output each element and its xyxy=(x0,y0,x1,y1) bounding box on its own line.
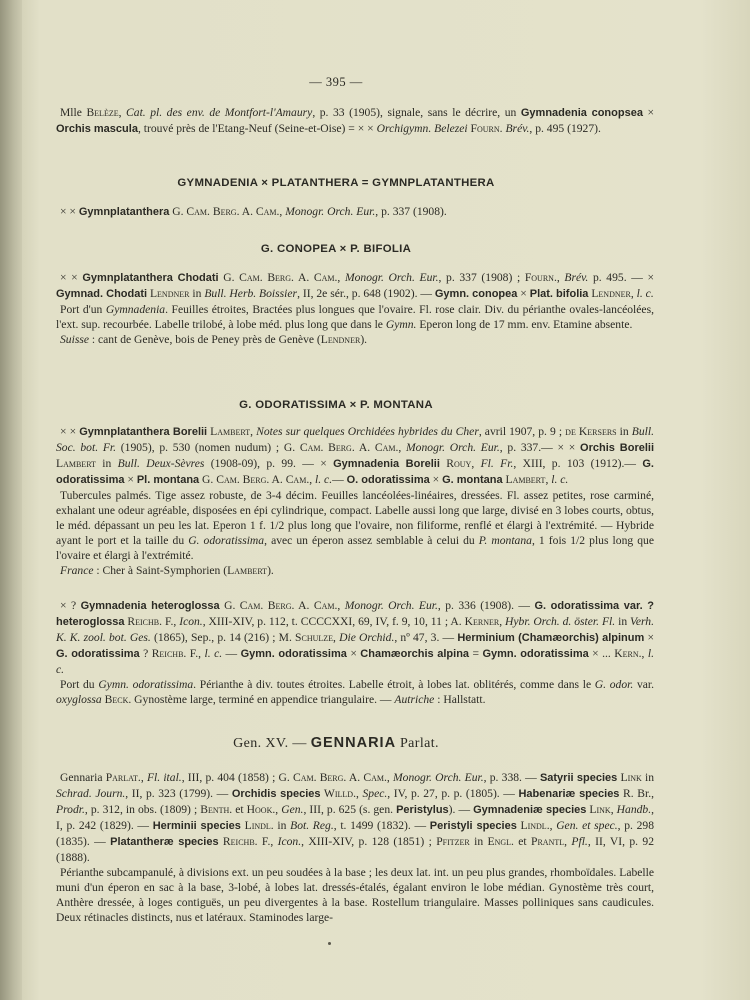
country: Autriche xyxy=(394,693,435,706)
reference: l. c. xyxy=(204,647,223,660)
text: ). — xyxy=(448,803,474,816)
author: Kerner xyxy=(464,615,500,628)
text: × ... xyxy=(588,647,615,660)
author: Kern. xyxy=(614,647,642,660)
text: , p. 298 (1835). — xyxy=(56,819,655,848)
odoratissima-montana-locality xyxy=(56,563,654,578)
author: Engl. xyxy=(487,835,514,848)
text: × × xyxy=(60,425,80,438)
author: Lindl. xyxy=(516,819,550,832)
taxon: Gymn. odoratissima xyxy=(240,648,347,660)
text: , avec un éperon assez semblable à celui du xyxy=(264,534,479,547)
taxon-italic: Gymnadenia xyxy=(105,303,166,316)
text: , XIII-XIV, p. 112, t. CCCCXXI, 69, IV, f. 9, 10, 11 ; A. xyxy=(202,615,465,628)
text: , t. 1499 (1832). — xyxy=(333,819,430,832)
text: , p. 336 (1908). — xyxy=(437,599,535,612)
gennaria-description: Périanthe subcampanulé, à divisions ext. un peu soudées à la base ; les deux lat. int. un peu plus grandes, rhomboïdales. Labelle muni d'un éperon en sac à la base, 3-lobé, à lobes lat. dressés-étalés, égalant environ le lobe médian. Gynostème très court, Anthère dressée, à loges contiguës, un peu divergentes à la base. Rostellum triangulaire. Masses polliniques sans caudicules. Deux rétinacles distincts, nus et latéraux. Staminodes large- xyxy=(56,866,654,924)
text: Port du xyxy=(60,678,99,691)
reference: Handb. xyxy=(616,803,652,816)
text: , xyxy=(556,271,565,284)
text: × xyxy=(644,631,654,644)
taxon: Satyrii species xyxy=(539,772,618,784)
text: (1908-09), p. 99. — × xyxy=(204,457,334,470)
reference: Bot. Reg. xyxy=(290,819,334,832)
text: et xyxy=(232,803,247,816)
taxon: O. odoratissima xyxy=(346,474,430,486)
taxon: Gymnad. Chodati xyxy=(56,288,148,300)
text: , xyxy=(386,771,393,784)
reference: Gen. xyxy=(281,803,304,816)
intro-paragraph: Mlle Belèze, Cat. pl. des env. de Montfort-l'Amaury, p. 33 (1905), signale, sans le décrire, un Gymnadenia conopsea × Orchis mascula, trouvé près de l'Etang-Neuf (Seine-et-Oise) = × × Orchigymn. Belezei Fourn. Brév., p. 495 (1927). xyxy=(56,106,655,135)
taxon: Orchidis species xyxy=(231,788,321,800)
text: , p. 337 (1908) ; xyxy=(438,271,525,284)
page-number: — 395 — xyxy=(309,75,363,89)
author: Lambert xyxy=(502,473,546,486)
conopea-bifolia-description xyxy=(56,302,654,332)
author: Lambert xyxy=(207,425,251,438)
taxon: Plat. bifolia xyxy=(529,288,589,300)
text: p. 495. — × xyxy=(588,271,655,284)
text: , I, p. 242 (1829). — xyxy=(56,803,655,832)
author: Belèze xyxy=(86,106,119,119)
author: Reichb. F. xyxy=(124,615,174,628)
author: Parlat. xyxy=(102,771,141,784)
taxon-italic: G. odor. xyxy=(594,678,634,691)
author: Beck xyxy=(101,693,129,706)
text: , xyxy=(309,473,316,486)
text: in xyxy=(95,457,118,470)
text: × ? xyxy=(60,599,81,612)
section-heading-conopea-bifolia: G. CONOPEA × P. BIFOLIA xyxy=(260,243,412,255)
text: × × xyxy=(60,205,79,218)
reference: Icon. xyxy=(277,835,302,848)
text: , xyxy=(355,787,363,800)
taxon: Gymn. conopea xyxy=(434,288,518,300)
text: , trouvé près de l'Etang-Neuf (Seine-et-Oise) = × × xyxy=(137,122,377,135)
text: (1865), Sep., p. 14 (216) ; M. xyxy=(150,631,296,644)
genus-author: Parlat. xyxy=(396,736,439,751)
taxon-italic: Gymn. odoratissima xyxy=(98,678,194,691)
text: , xyxy=(499,615,506,628)
conopea-bifolia-locality xyxy=(56,332,654,347)
reference: Spec. xyxy=(362,787,388,800)
text: × × xyxy=(60,271,83,284)
text: , xyxy=(630,287,637,300)
taxon-italic: Orchigymn. Belezei xyxy=(376,122,468,135)
author: G. Cam. Berg. A. Cam. xyxy=(218,271,338,284)
author: de Kersers xyxy=(565,425,617,438)
country: Suisse xyxy=(60,333,89,346)
reference: Bull. Deux-Sèvres xyxy=(117,457,205,470)
text: × xyxy=(517,287,530,300)
text: , XIII-XIV, p. 128 (1851) ; xyxy=(301,835,437,848)
text: in xyxy=(469,835,488,848)
reference: Prodr. xyxy=(56,803,85,816)
reference: Fl. Fr. xyxy=(480,457,514,470)
text: , xyxy=(173,615,180,628)
author: Lendner xyxy=(588,287,631,300)
reference: Hybr. Orch. d. öster. Fl. xyxy=(505,615,616,628)
text: , xyxy=(337,599,345,612)
text: , xyxy=(279,205,286,218)
reference: Gen. et spec. xyxy=(556,819,618,832)
text: , nº 47, 3. — xyxy=(394,631,458,644)
reference: Monogr. Orch. Eur. xyxy=(406,441,500,454)
text: , xyxy=(610,803,617,816)
text: , p. 495 (1927). xyxy=(529,122,601,135)
reference: Monogr. Orch. Eur. xyxy=(285,205,376,218)
reference: l. c. xyxy=(315,473,333,486)
reference: l. c. xyxy=(56,647,655,676)
author: G. Cam. Berg. A. Cam. xyxy=(219,599,338,612)
text: , xyxy=(198,647,205,660)
author: Fourn. xyxy=(467,122,503,135)
taxon: Orchis mascula xyxy=(56,123,138,135)
text: , xyxy=(398,441,407,454)
author: Hook. xyxy=(246,803,276,816)
reference: Bull. Herb. Boissier xyxy=(204,287,298,300)
taxon: Gymnplatanthera Borelii xyxy=(79,426,208,438)
book-spine-shadow xyxy=(0,0,22,1000)
text: in xyxy=(615,615,631,628)
taxon: Gymnadenia heteroglossa xyxy=(80,600,220,612)
text: , xyxy=(549,819,557,832)
text: , xyxy=(270,835,278,848)
text: ). xyxy=(267,564,274,577)
text: Gennaria xyxy=(60,771,103,784)
text: : cant de Genève, bois de Peney près de Genève ( xyxy=(88,333,321,346)
taxon: Gymnadeniæ species xyxy=(473,804,587,816)
text: , II, p. 323 (1799). — xyxy=(125,787,232,800)
text: , xyxy=(275,803,282,816)
taxon-italic: P. montana xyxy=(478,534,532,547)
text: , 1 fois 1/2 plus long que l'ovaire et élargi à l'extrémité. xyxy=(56,534,654,562)
genus-heading xyxy=(56,736,616,751)
taxon: G. odoratissima var. ? heteroglossa xyxy=(56,600,655,628)
heteroglossa-description xyxy=(56,677,654,707)
author: Schulze xyxy=(295,631,334,644)
text: , III, p. 625 (s. gen. xyxy=(303,803,397,816)
text: × xyxy=(642,106,655,119)
reference: Fl. ital. xyxy=(146,771,182,784)
text: — xyxy=(332,473,347,486)
author: G. Cam. Berg. A. Cam. xyxy=(199,473,310,486)
text: var. xyxy=(633,678,655,691)
text: in xyxy=(641,771,655,784)
section-heading-odoratissima-montana: G. ODORATISSIMA × P. MONTANA xyxy=(239,399,433,411)
text: , p. 338. — xyxy=(483,771,540,784)
taxon: Herminii species xyxy=(152,820,241,832)
taxon-italic: G. odoratissima xyxy=(188,534,265,547)
taxon: Pl. montana xyxy=(136,474,200,486)
taxon: Chamæorchis alpina xyxy=(360,648,470,660)
reference: Monogr. Orch. Eur. xyxy=(344,599,438,612)
text: ? xyxy=(139,647,152,660)
author: Link xyxy=(586,803,611,816)
author: Reichb. F. xyxy=(151,647,199,660)
text: , IV, p. 27, p. p. (1805). — xyxy=(387,787,519,800)
text: : Hallstatt. xyxy=(434,693,486,706)
author: Reichb. F. xyxy=(218,835,271,848)
author: Cam. Berg. A. Cam. xyxy=(299,441,399,454)
reference: Bull. Soc. bot. Fr. xyxy=(56,425,655,454)
text: in xyxy=(616,425,632,438)
text: (1905), p. 530 (nomen nudum) ; G. xyxy=(116,441,300,454)
author: Lambert xyxy=(227,564,268,577)
author: Fourn. xyxy=(524,271,557,284)
text: , xyxy=(641,647,648,660)
section-heading-gymnplatanthera: GYMNADENIA × PLATANTHERA = GYMNPLATANTHERA xyxy=(177,177,495,189)
text: , II, 2e sér., p. 648 (1902). — xyxy=(297,287,435,300)
conopea-bifolia-synonymy xyxy=(56,270,654,347)
text: Tubercules palmés. Tige assez robuste, de 3-4 décim. Feuilles lancéolées-linéaires, dressées. Fl. assez petites, rose carminé, exhalant une odeur agréable, disposées en épi cylindrique, compact. Labelle aussi long que large, divisé en 3 lobes courts, obtus, le méd. dépassant un peu les lat. Eperon 1 f. 1/2 plus long que l'ovaire, non filiforme, renflé et élargi à l'extrémité. — Hybride ayant le port et la taille du xyxy=(56,489,654,547)
text: in xyxy=(273,819,291,832)
reference: l. c. xyxy=(636,287,654,300)
genus-name: GENNARIA xyxy=(310,735,397,751)
text: × xyxy=(429,473,443,486)
odoratissima-montana-synonymy xyxy=(56,424,654,578)
taxon: Gymnadenia conopsea xyxy=(520,107,643,119)
text: , xyxy=(140,771,147,784)
text: × xyxy=(124,473,137,486)
taxon: Platantheræ species xyxy=(110,836,219,848)
genus-prefix: Gen. XV. — xyxy=(233,736,311,751)
odoratissima-montana-description xyxy=(56,488,654,563)
author: Rouy xyxy=(439,457,472,470)
text: , xyxy=(471,457,481,470)
author: Lindl. xyxy=(240,819,274,832)
text: . Gynostème large, terminé en appendice triangulaire. — xyxy=(128,693,395,706)
text: Eperon long de 17 mm. env. Etamine absente. xyxy=(416,318,633,331)
text: , xyxy=(545,473,552,486)
text: : Cher à Saint-Symphorien ( xyxy=(93,564,228,577)
taxon: G. odoratissima xyxy=(56,648,140,660)
text: , p. 33 (1905), signale, sans le décrire, un xyxy=(312,106,521,119)
text: , xyxy=(337,271,345,284)
reference: Brév. xyxy=(564,271,589,284)
text: . Périanthe à div. toutes étroites. Labelle étroit, à lobes lat. oblitérés, comme dans le xyxy=(193,678,595,691)
text: in xyxy=(189,287,205,300)
text: , II, VI, p. 92 (1888). xyxy=(56,835,655,864)
gennaria-synonymy xyxy=(56,770,654,925)
taxon-italic: Gymn. xyxy=(385,318,417,331)
intro-prefix: Mlle xyxy=(60,106,87,119)
reference: Icon. xyxy=(179,615,203,628)
author: Link xyxy=(617,771,642,784)
reference: Schrad. Journ. xyxy=(56,787,126,800)
reference: Cat. pl. des env. de Montfort-l'Amaury xyxy=(126,106,313,119)
reference: Pfl. xyxy=(571,835,588,848)
text: , XIII, p. 103 (1912).— xyxy=(513,457,643,470)
taxon: Gymnplatanthera Chodati xyxy=(82,272,219,284)
taxon: Gymnadenia Borelii xyxy=(333,458,440,470)
text: et xyxy=(513,835,532,848)
text: , p. 337 (1908). xyxy=(375,205,447,218)
reference: Notes sur quelques Orchidées hybrides du Cher xyxy=(256,425,479,438)
text: , p. 312, in obs. (1809) ; xyxy=(84,803,201,816)
taxon: Orchis Borelii xyxy=(580,442,655,454)
text: , xyxy=(564,835,572,848)
text: ). xyxy=(360,333,368,346)
text: — xyxy=(222,647,241,660)
taxon-italic: oxyglossa xyxy=(56,693,102,706)
taxon: G. odoratissima xyxy=(56,458,654,486)
text: = xyxy=(469,647,483,660)
text: , avril 1907, p. 9 ; xyxy=(478,425,566,438)
reference: Brév. xyxy=(505,122,530,135)
taxon: Gymnplatanthera xyxy=(78,206,170,218)
author: Benth. xyxy=(200,803,233,816)
author: Cam. Berg. A. Cam. xyxy=(292,771,387,784)
author: Willd. xyxy=(320,787,356,800)
taxon: Peristyli species xyxy=(429,820,517,832)
text: , xyxy=(333,631,340,644)
author: Lendner xyxy=(320,333,361,346)
taxon: Gymn. odoratissima xyxy=(482,648,589,660)
reference: l. c. xyxy=(551,473,569,486)
text: × xyxy=(346,647,361,660)
taxon: Peristylus xyxy=(396,804,449,816)
author: Prantl xyxy=(531,835,565,848)
reference: Verh. K. K. zool. bot. Ges. xyxy=(56,615,654,644)
gymnplatanthera-paragraph xyxy=(56,204,654,220)
text: , xyxy=(250,425,257,438)
author: G. Cam. Berg. A. Cam. xyxy=(169,205,280,218)
author: Lambert xyxy=(56,457,96,470)
ink-speck xyxy=(328,942,331,945)
text: , III, p. 404 (1858) ; G. xyxy=(181,771,293,784)
author: Lendner xyxy=(147,287,190,300)
text: . Feuilles étroites, Bractées plus longues que l'ovaire. Fl. rose clair. Div. du périanthe ovales-lancéolées, l'ext. sup. recourbée. Labelle trilobé, à lobe méd. plus long que dans le xyxy=(56,303,654,331)
heteroglossa-synonymy xyxy=(56,598,654,707)
reference: Monogr. Orch. Eur. xyxy=(344,271,439,284)
text: Port d'un xyxy=(60,303,106,316)
country: France xyxy=(60,564,94,577)
author: Pfitzer xyxy=(436,835,470,848)
text: R. Br., xyxy=(619,787,654,800)
reference: Die Orchid. xyxy=(339,631,395,644)
taxon: Habenariæ species xyxy=(518,788,620,800)
taxon: Herminium (Chamæorchis) alpinum xyxy=(457,632,645,644)
reference: Monogr. Orch. Eur. xyxy=(392,771,484,784)
text: , p. 337.— × × xyxy=(499,441,581,454)
taxon: G. montana xyxy=(442,474,503,486)
